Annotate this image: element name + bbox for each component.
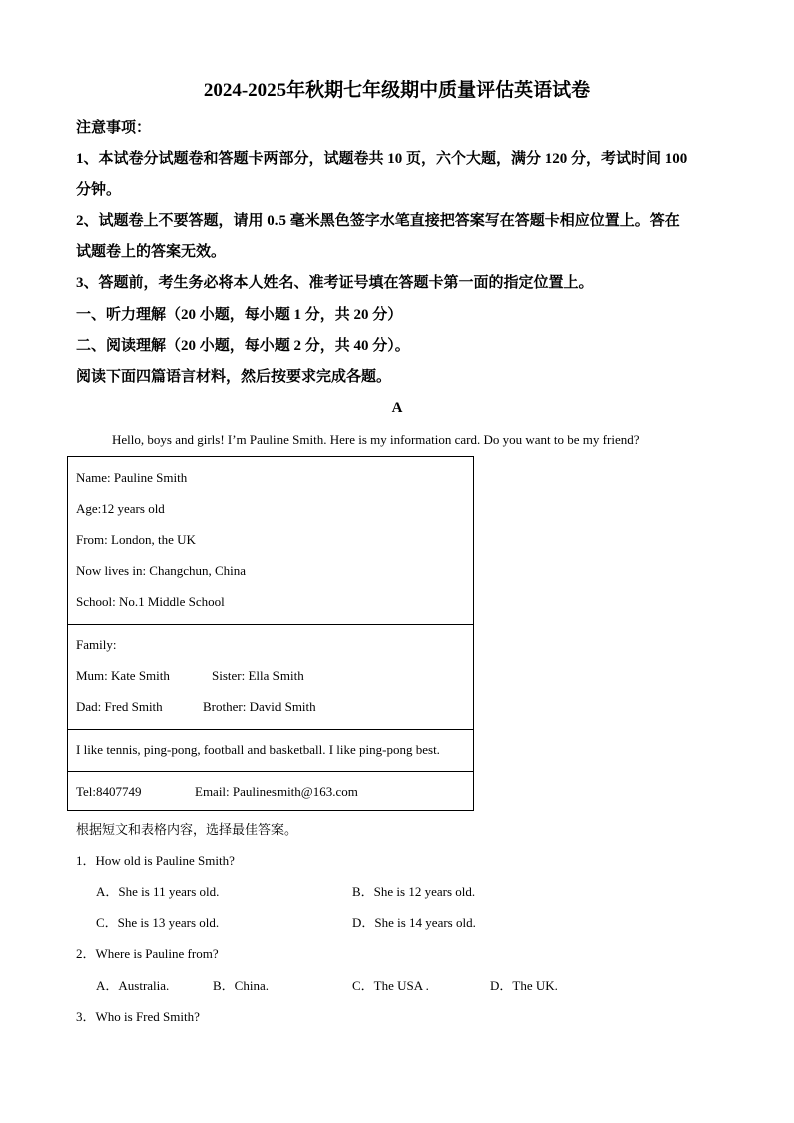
- exam-title: 2024-2025年秋期七年级期中质量评估英语试卷: [203, 80, 591, 101]
- question-2-option-c: C．The USA .: [352, 978, 429, 993]
- reading-instruction: 阅读下面四篇语言材料，然后按要求完成各题。: [76, 369, 392, 385]
- question-1-option-c: C．She is 13 years old.: [96, 915, 220, 930]
- card-age: Age:12 years old: [76, 501, 165, 516]
- question-2-stem: 2．Where is Pauline from?: [76, 946, 219, 961]
- information-card: [67, 456, 474, 811]
- card-hobbies: I like tennis, ping-pong, football and basketball. I like ping-pong best.: [76, 742, 440, 757]
- card-family-label: Family:: [76, 637, 117, 652]
- section-listening: 一、听力理解（20 小题，每小题 1 分，共 20 分）: [76, 307, 403, 323]
- card-personal-section: [68, 457, 473, 625]
- question-2-option-a: A．Australia.: [96, 978, 170, 993]
- question-2-option-d: D．The UK.: [490, 978, 558, 993]
- card-school: School: No.1 Middle School: [76, 594, 225, 609]
- card-tel: Tel:8407749: [76, 784, 142, 799]
- card-email: Email: Paulinesmith@163.com: [195, 784, 358, 799]
- notes-item-1-line-2: 分钟。: [76, 182, 122, 198]
- notes-item-2-line-1: 2、试题卷上不要答题，请用 0.5 毫米黑色签字水笔直接把答案写在答题卡相应位置上。答在: [76, 213, 680, 229]
- question-1-option-b: B．She is 12 years old.: [352, 884, 476, 899]
- card-contact-section: [68, 772, 473, 812]
- question-1-stem: 1．How old is Pauline Smith?: [76, 853, 235, 868]
- question-1-option-d: D．She is 14 years old.: [352, 915, 476, 930]
- notes-item-3: 3、答题前，考生务必将本人姓名、准考证号填在答题卡第一面的指定位置上。: [76, 275, 594, 291]
- card-hobbies-section: [68, 730, 473, 772]
- section-reading: 二、阅读理解（20 小题，每小题 2 分，共 40 分）。: [76, 338, 410, 354]
- card-family-section: [68, 625, 473, 730]
- notes-item-2-line-2: 试题卷上的答案无效。: [76, 244, 227, 260]
- questions-instruction: 根据短文和表格内容，选择最佳答案。: [76, 822, 298, 837]
- notes-heading: 注意事项：: [76, 120, 152, 136]
- question-2-option-b: B．China.: [213, 978, 269, 993]
- notes-item-1-line-1: 1、本试卷分试题卷和答题卡两部分，试题卷共 10 页，六个大题，满分 120 分，考试时间 100: [76, 151, 688, 167]
- card-lives: Now lives in: Changchun, China: [76, 563, 247, 578]
- card-sister: Sister: Ella Smith: [212, 668, 304, 683]
- card-dad: Dad: Fred Smith: [76, 699, 163, 714]
- card-name: Name: Pauline Smith: [76, 470, 188, 485]
- question-3-stem: 3．Who is Fred Smith?: [76, 1009, 200, 1024]
- passage-label: A: [391, 400, 403, 416]
- passage-intro: Hello, boys and girls! I’m Pauline Smith. Here is my information card. Do you want to be my friend?: [112, 432, 640, 447]
- card-mum: Mum: Kate Smith: [76, 668, 170, 683]
- card-brother: Brother: David Smith: [203, 699, 316, 714]
- question-1-option-a: A．She is 11 years old.: [96, 884, 220, 899]
- card-from: From: London, the UK: [76, 532, 196, 547]
